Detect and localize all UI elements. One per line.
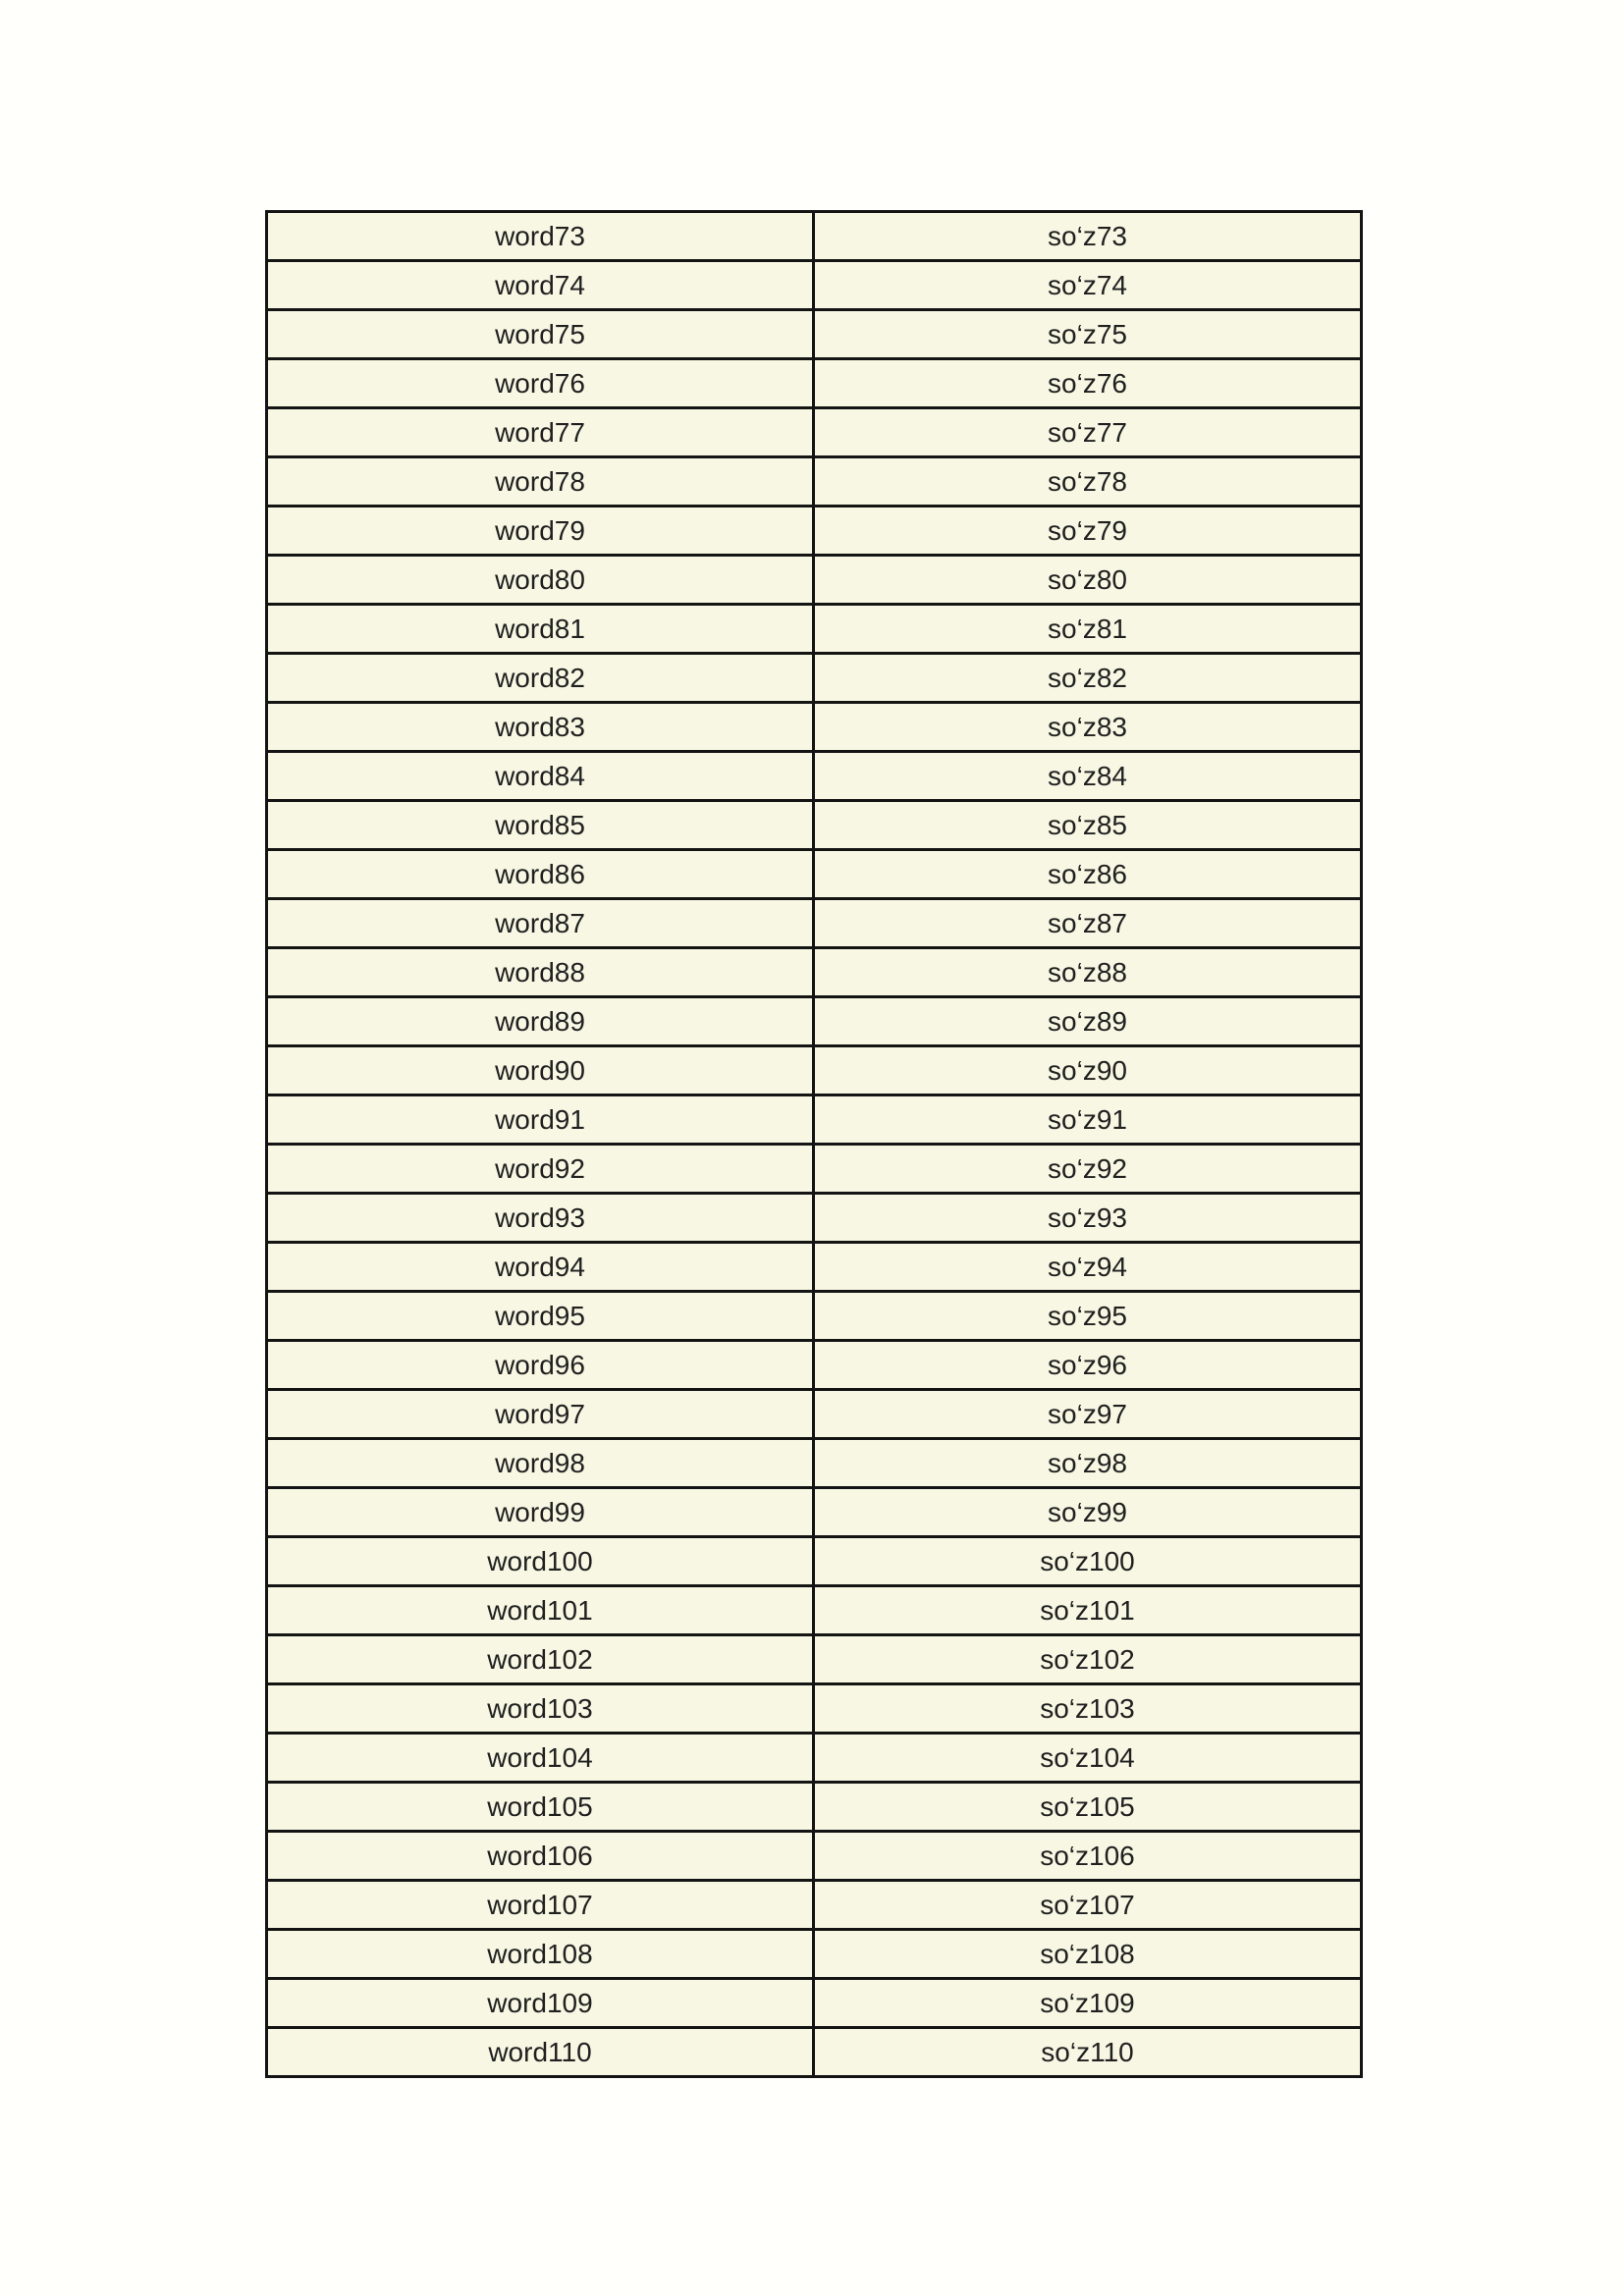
word-cell: word84 xyxy=(267,752,814,801)
table-row xyxy=(267,1930,1362,1979)
translation-cell: so‘z84 xyxy=(814,752,1362,801)
word-cell: word85 xyxy=(267,801,814,850)
table-row xyxy=(267,752,1362,801)
translation-cell: so‘z85 xyxy=(814,801,1362,850)
translation-cell: so‘z94 xyxy=(814,1243,1362,1292)
word-cell: word94 xyxy=(267,1243,814,1292)
translation-cell: so‘z92 xyxy=(814,1145,1362,1194)
table-row xyxy=(267,1586,1362,1635)
table-row xyxy=(267,654,1362,703)
translation-cell: so‘z76 xyxy=(814,359,1362,408)
word-cell: word77 xyxy=(267,408,814,457)
translation-cell: so‘z109 xyxy=(814,1979,1362,2028)
table-row xyxy=(267,408,1362,457)
table-row xyxy=(267,457,1362,507)
word-cell: word109 xyxy=(267,1979,814,2028)
vocabulary-table xyxy=(265,210,1363,2078)
table-row xyxy=(267,1488,1362,1537)
word-cell: word96 xyxy=(267,1341,814,1390)
translation-cell: so‘z82 xyxy=(814,654,1362,703)
word-cell: word87 xyxy=(267,899,814,948)
word-cell: word97 xyxy=(267,1390,814,1439)
table-row xyxy=(267,997,1362,1046)
table-row xyxy=(267,1734,1362,1783)
translation-cell: so‘z91 xyxy=(814,1095,1362,1145)
translation-cell: so‘z89 xyxy=(814,997,1362,1046)
translation-cell: so‘z97 xyxy=(814,1390,1362,1439)
table-row xyxy=(267,801,1362,850)
word-cell: word102 xyxy=(267,1635,814,1684)
word-cell: word100 xyxy=(267,1537,814,1586)
table-row xyxy=(267,1537,1362,1586)
word-cell: word81 xyxy=(267,605,814,654)
table-row xyxy=(267,556,1362,605)
table-row xyxy=(267,1979,1362,2028)
word-cell: word78 xyxy=(267,457,814,507)
table-row xyxy=(267,212,1362,261)
table-row xyxy=(267,1095,1362,1145)
table-row xyxy=(267,1390,1362,1439)
table-row xyxy=(267,1194,1362,1243)
table-row xyxy=(267,948,1362,997)
translation-cell: so‘z98 xyxy=(814,1439,1362,1488)
word-cell: word107 xyxy=(267,1881,814,1930)
table-row xyxy=(267,1832,1362,1881)
translation-cell: so‘z107 xyxy=(814,1881,1362,1930)
word-cell: word90 xyxy=(267,1046,814,1095)
table-row xyxy=(267,1439,1362,1488)
word-cell: word86 xyxy=(267,850,814,899)
word-cell: word98 xyxy=(267,1439,814,1488)
vocabulary-table-body xyxy=(267,212,1362,2077)
translation-cell: so‘z104 xyxy=(814,1734,1362,1783)
translation-cell: so‘z101 xyxy=(814,1586,1362,1635)
table-row xyxy=(267,899,1362,948)
word-cell: word105 xyxy=(267,1783,814,1832)
translation-cell: so‘z87 xyxy=(814,899,1362,948)
translation-cell: so‘z73 xyxy=(814,212,1362,261)
word-cell: word89 xyxy=(267,997,814,1046)
word-cell: word103 xyxy=(267,1684,814,1734)
translation-cell: so‘z75 xyxy=(814,310,1362,359)
word-cell: word91 xyxy=(267,1095,814,1145)
table-row xyxy=(267,1292,1362,1341)
translation-cell: so‘z100 xyxy=(814,1537,1362,1586)
translation-cell: so‘z74 xyxy=(814,261,1362,310)
table-row xyxy=(267,605,1362,654)
word-cell: word110 xyxy=(267,2028,814,2077)
table-row xyxy=(267,1881,1362,1930)
translation-cell: so‘z108 xyxy=(814,1930,1362,1979)
word-cell: word88 xyxy=(267,948,814,997)
table-row xyxy=(267,507,1362,556)
word-cell: word104 xyxy=(267,1734,814,1783)
word-cell: word92 xyxy=(267,1145,814,1194)
word-cell: word83 xyxy=(267,703,814,752)
table-row xyxy=(267,261,1362,310)
translation-cell: so‘z77 xyxy=(814,408,1362,457)
translation-cell: so‘z78 xyxy=(814,457,1362,507)
translation-cell: so‘z83 xyxy=(814,703,1362,752)
table-row xyxy=(267,850,1362,899)
translation-cell: so‘z88 xyxy=(814,948,1362,997)
table-row xyxy=(267,1783,1362,1832)
translation-cell: so‘z93 xyxy=(814,1194,1362,1243)
translation-cell: so‘z96 xyxy=(814,1341,1362,1390)
table-row xyxy=(267,2028,1362,2077)
translation-cell: so‘z81 xyxy=(814,605,1362,654)
table-row xyxy=(267,1341,1362,1390)
translation-cell: so‘z106 xyxy=(814,1832,1362,1881)
table-row xyxy=(267,1145,1362,1194)
word-cell: word80 xyxy=(267,556,814,605)
word-cell: word106 xyxy=(267,1832,814,1881)
word-cell: word99 xyxy=(267,1488,814,1537)
table-row xyxy=(267,1635,1362,1684)
translation-cell: so‘z99 xyxy=(814,1488,1362,1537)
translation-cell: so‘z80 xyxy=(814,556,1362,605)
table-row xyxy=(267,1046,1362,1095)
word-cell: word108 xyxy=(267,1930,814,1979)
word-cell: word73 xyxy=(267,212,814,261)
table-row xyxy=(267,1243,1362,1292)
translation-cell: so‘z86 xyxy=(814,850,1362,899)
translation-cell: so‘z79 xyxy=(814,507,1362,556)
word-cell: word74 xyxy=(267,261,814,310)
translation-cell: so‘z105 xyxy=(814,1783,1362,1832)
translation-cell: so‘z95 xyxy=(814,1292,1362,1341)
word-cell: word82 xyxy=(267,654,814,703)
word-cell: word101 xyxy=(267,1586,814,1635)
translation-cell: so‘z110 xyxy=(814,2028,1362,2077)
table-row xyxy=(267,310,1362,359)
word-cell: word75 xyxy=(267,310,814,359)
table-row xyxy=(267,703,1362,752)
translation-cell: so‘z90 xyxy=(814,1046,1362,1095)
word-cell: word93 xyxy=(267,1194,814,1243)
word-cell: word79 xyxy=(267,507,814,556)
word-cell: word95 xyxy=(267,1292,814,1341)
translation-cell: so‘z102 xyxy=(814,1635,1362,1684)
word-cell: word76 xyxy=(267,359,814,408)
table-row xyxy=(267,1684,1362,1734)
table-row xyxy=(267,359,1362,408)
translation-cell: so‘z103 xyxy=(814,1684,1362,1734)
